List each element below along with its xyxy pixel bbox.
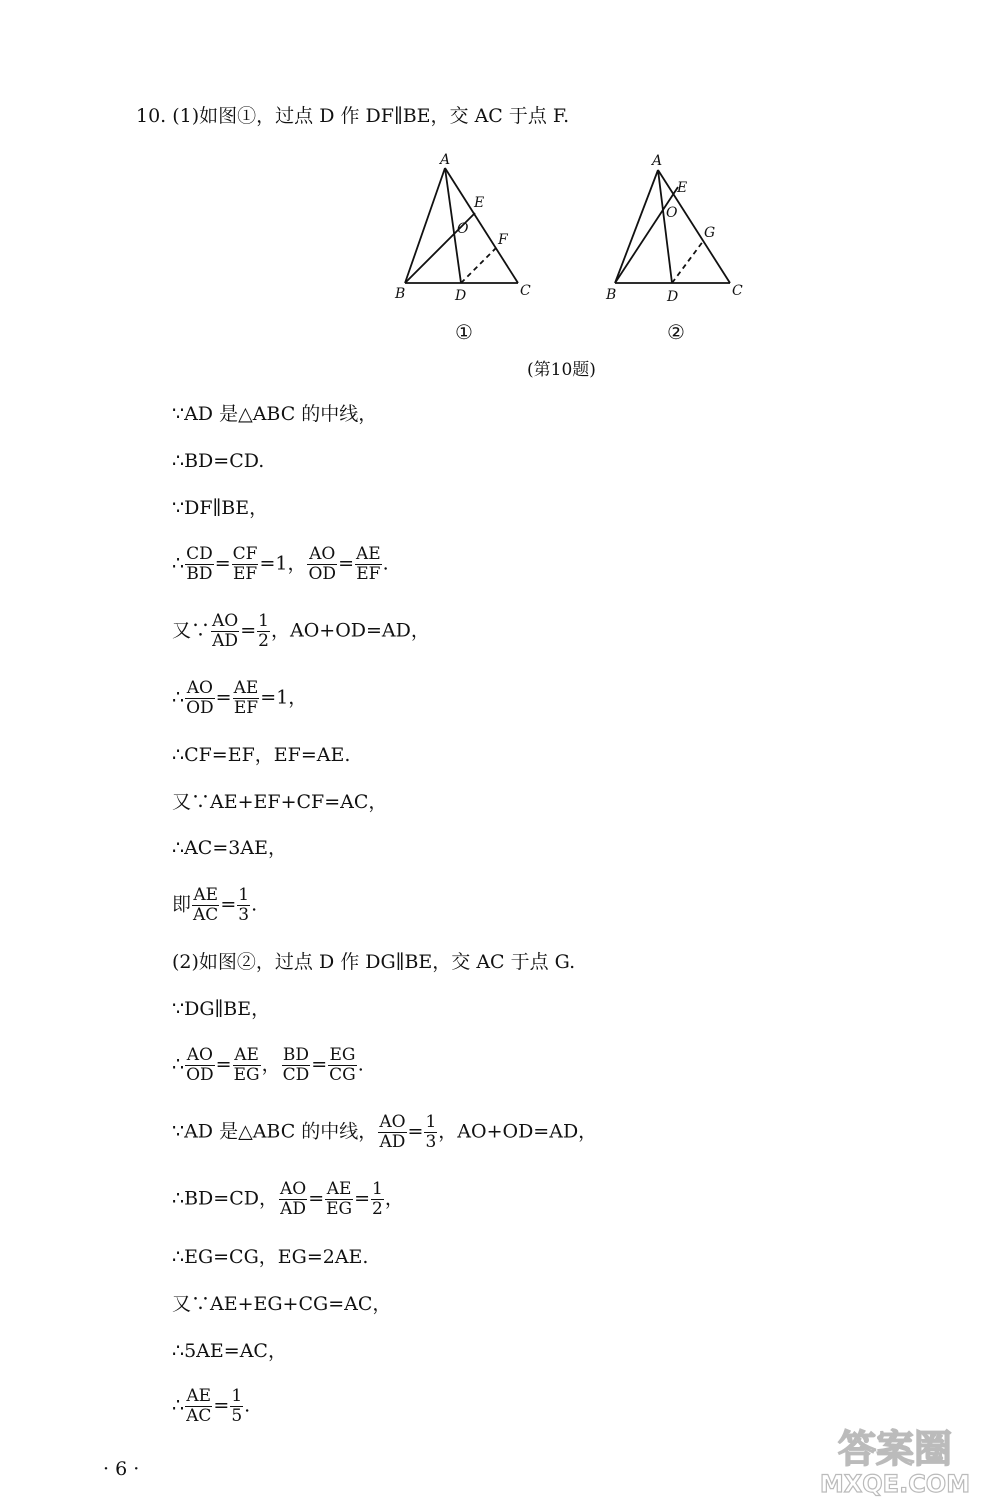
fraction: $\frac{BD}{CD}$	[282, 1045, 310, 1085]
solution-line: ∵AD 是△ABC 的中线， $\frac{AO}{AD}$ = $\frac{1}{3}$ ，AO+OD=AD，	[172, 1112, 598, 1152]
fraction: $\frac{AO}{OD}$	[186, 1045, 214, 1085]
solution-line: (2)如图②，过点 D 作 DG∥BE，交 AC 于点 G.	[172, 951, 576, 973]
page-number: · 6 ·	[103, 1458, 140, 1480]
solution-line: ∴ $\frac{AO}{OD}$ = $\frac{AE}{EF}$ =1，	[172, 678, 308, 718]
label-E: E	[474, 195, 485, 211]
fraction: $\frac{1}{2}$	[258, 611, 269, 651]
solution-line: ∴EG=CG，EG=2AE.	[172, 1246, 369, 1268]
fraction: $\frac{EG}{CG}$	[329, 1045, 356, 1085]
fraction: $\frac{CF}{EF}$	[232, 544, 258, 584]
figure-2-label: ②	[667, 320, 685, 344]
fraction: $\frac{AO}{AD}$	[279, 1179, 307, 1219]
fraction: $\frac{AO}{AD}$	[379, 1112, 406, 1152]
fraction: $\frac{AE}{EG}$	[233, 1045, 260, 1085]
solution-line: ∵DF∥BE，	[172, 497, 269, 519]
figure-2	[600, 150, 760, 315]
problem-title: 10. (1)如图①，过点 D 作 DF∥BE，交 AC 于点 F.	[136, 105, 570, 127]
fraction: $\frac{AO}{OD}$	[308, 544, 337, 584]
fraction: $\frac{CD}{BD}$	[186, 544, 213, 584]
solution-line: 又∵AE+EG+CG=AC，	[172, 1293, 392, 1315]
solution-line: 即 $\frac{AE}{AC}$ = $\frac{1}{3}$ .	[172, 885, 258, 925]
solution-line: ∴BD=CD.	[172, 450, 265, 472]
label-A: A	[440, 152, 451, 168]
fraction: $\frac{AO}{OD}$	[186, 678, 214, 718]
label-C: C	[732, 283, 743, 299]
solution-line: ∴ $\frac{AE}{AC}$ = $\frac{1}{5}$ .	[172, 1386, 251, 1426]
fraction: $\frac{AE}{AC}$	[186, 1386, 212, 1426]
fraction: $\frac{AO}{AD}$	[212, 611, 239, 651]
label-G: G	[704, 225, 716, 241]
solution-line: 又∵ $\frac{AO}{AD}$ = $\frac{1}{2}$ ，AO+OD=AD，	[172, 611, 430, 651]
label-D: D	[667, 289, 679, 305]
label-D: D	[455, 288, 467, 304]
solution-line: 又∵AE+EF+CF=AC，	[172, 791, 388, 813]
solution-line: ∴CF=EF，EF=AE.	[172, 744, 351, 766]
fraction: $\frac{1}{5}$	[231, 1386, 243, 1426]
label-F: F	[498, 232, 508, 248]
solution-line: ∴BD=CD， $\frac{AO}{AD}$ = $\frac{AE}{EG}$ = $\frac{1}{2}$ ，	[172, 1179, 404, 1219]
solution-line: ∴5AE=AC，	[172, 1340, 287, 1362]
fraction: $\frac{1}{3}$	[238, 885, 250, 925]
label-E: E	[677, 180, 688, 196]
figure-1	[385, 150, 545, 315]
fraction: $\frac{1}{3}$	[425, 1112, 437, 1152]
label-O: O	[457, 221, 469, 237]
watermark-en: MXQE.COM	[819, 1470, 971, 1498]
watermark-logo	[800, 1420, 990, 1500]
solution-line: ∵AD 是△ABC 的中线，	[172, 403, 378, 425]
figure-1-label: ①	[455, 320, 473, 344]
fraction: $\frac{AE}{AC}$	[193, 885, 219, 925]
solution-line: ∴ $\frac{AO}{OD}$ = $\frac{AE}{EG}$ ， $\frac{BD}{CD}$ = $\frac{EG}{CG}$ .	[172, 1045, 364, 1085]
label-A: A	[652, 153, 663, 169]
fraction: $\frac{1}{2}$	[372, 1179, 383, 1219]
solution-line: ∴AC=3AE，	[172, 837, 287, 859]
fraction: $\frac{AE}{EF}$	[233, 678, 259, 718]
label-B: B	[395, 286, 406, 302]
label-O: O	[666, 205, 678, 221]
solution-line: ∴ $\frac{CD}{BD}$ = $\frac{CF}{EF}$ =1， $\frac{AO}{OD}$ = $\frac{AE}{EF}$ .	[172, 544, 389, 584]
fraction: $\frac{AE}{EF}$	[355, 544, 381, 584]
fraction: $\frac{AE}{EG}$	[326, 1179, 353, 1219]
label-C: C	[520, 283, 531, 299]
watermark-cn: 答案圈	[837, 1427, 953, 1471]
label-B: B	[606, 287, 617, 303]
solution-line: ∵DG∥BE，	[172, 998, 271, 1020]
figure-caption: (第10题)	[527, 360, 596, 380]
